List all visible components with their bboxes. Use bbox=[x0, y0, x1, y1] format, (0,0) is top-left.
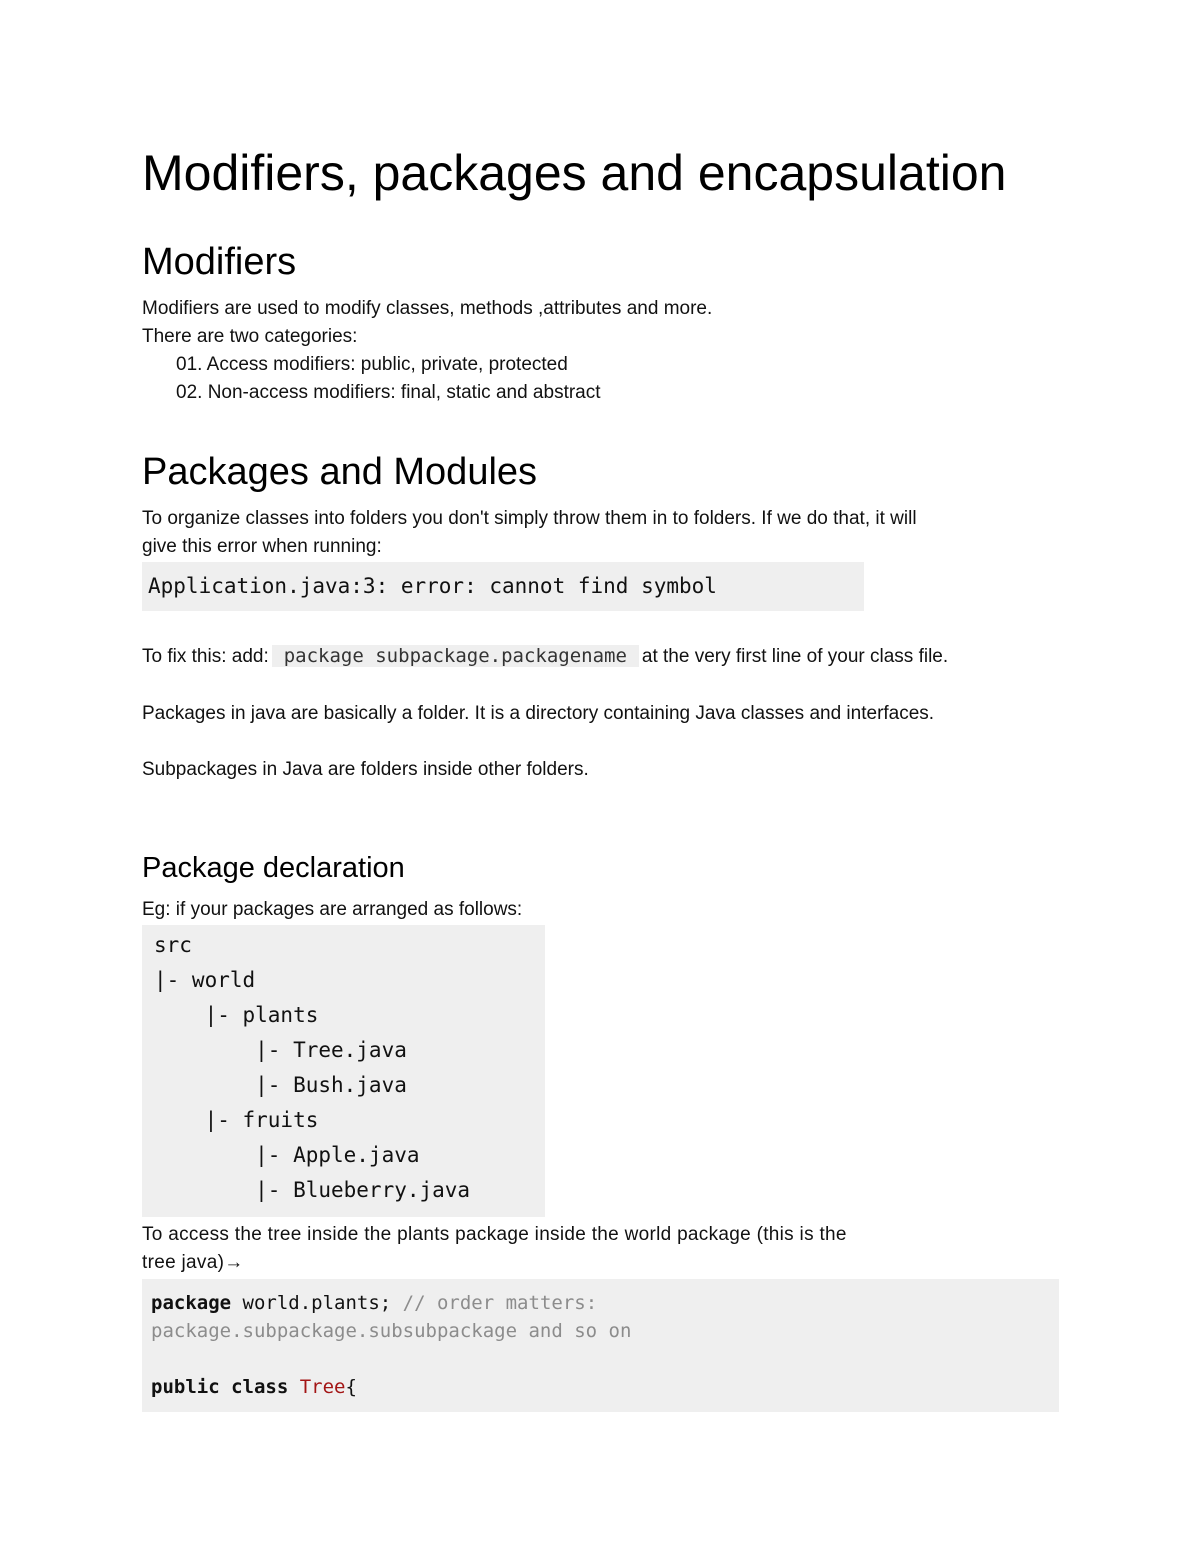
packages-paragraph-line-1: To organize classes into folders you don't simply throw them in to folders. If we do that, it will bbox=[142, 508, 917, 529]
error-code-block bbox=[142, 562, 864, 611]
package-name: world.plants; bbox=[231, 1292, 403, 1314]
error-code-text: Application.java:3: error: cannot find symbol bbox=[148, 574, 717, 598]
code-comment: // order matters: bbox=[402, 1292, 598, 1314]
document-title: Modifiers, packages and encapsulation bbox=[142, 145, 1007, 201]
packages-paragraph-line-2: give this error when running: bbox=[142, 536, 382, 557]
keyword-public-class: public class bbox=[151, 1376, 300, 1398]
class-name: Tree bbox=[299, 1376, 346, 1398]
list-item-access-modifiers: 01. Access modifiers: public, private, protected bbox=[176, 354, 568, 375]
tree-line: |- plants bbox=[154, 1003, 319, 1027]
heading-package-declaration: Package declaration bbox=[142, 852, 405, 884]
access-instruction-line-1: To access the tree inside the plants package inside the world package (this is the bbox=[142, 1224, 847, 1245]
tree-line: src bbox=[154, 933, 192, 957]
open-brace: { bbox=[345, 1376, 357, 1398]
packages-definition: Packages in java are basically a folder. It is a directory containing Java classes and interfaces. bbox=[142, 703, 935, 724]
tree-line: |- Bush.java bbox=[154, 1073, 407, 1097]
modifiers-intro: Modifiers are used to modify classes, methods ,attributes and more. bbox=[142, 298, 713, 319]
modifiers-categories-intro: There are two categories: bbox=[142, 326, 358, 347]
tree-line: |- Apple.java bbox=[154, 1143, 420, 1167]
heading-packages-modules: Packages and Modules bbox=[142, 451, 538, 493]
tree-line: |- world bbox=[154, 968, 256, 992]
tree-line: |- Blueberry.java bbox=[154, 1178, 471, 1202]
list-item-non-access-modifiers: 02. Non-access modifiers: final, static and abstract bbox=[176, 382, 601, 403]
code-comment-continued: package.subpackage.subsubpackage and so on bbox=[151, 1320, 632, 1342]
example-intro: Eg: if your packages are arranged as follows: bbox=[142, 899, 523, 920]
fix-suffix: at the very first line of your class file. bbox=[641, 646, 949, 667]
inline-package-code: package subpackage.packagename bbox=[272, 645, 639, 667]
fix-instruction bbox=[142, 642, 948, 671]
subpackages-definition: Subpackages in Java are folders inside other folders. bbox=[142, 759, 589, 780]
access-instruction-line-2: tree java)→ bbox=[142, 1252, 244, 1273]
package-tree-block bbox=[142, 925, 545, 1217]
heading-modifiers: Modifiers bbox=[142, 241, 297, 283]
java-code-block bbox=[142, 1279, 1059, 1412]
code-line-package bbox=[151, 1289, 597, 1317]
fix-prefix: To fix this: add: bbox=[142, 646, 269, 667]
code-line-class bbox=[151, 1373, 357, 1401]
keyword-package: package bbox=[151, 1292, 232, 1314]
tree-line: |- fruits bbox=[154, 1108, 319, 1132]
tree-line: |- Tree.java bbox=[154, 1038, 407, 1062]
